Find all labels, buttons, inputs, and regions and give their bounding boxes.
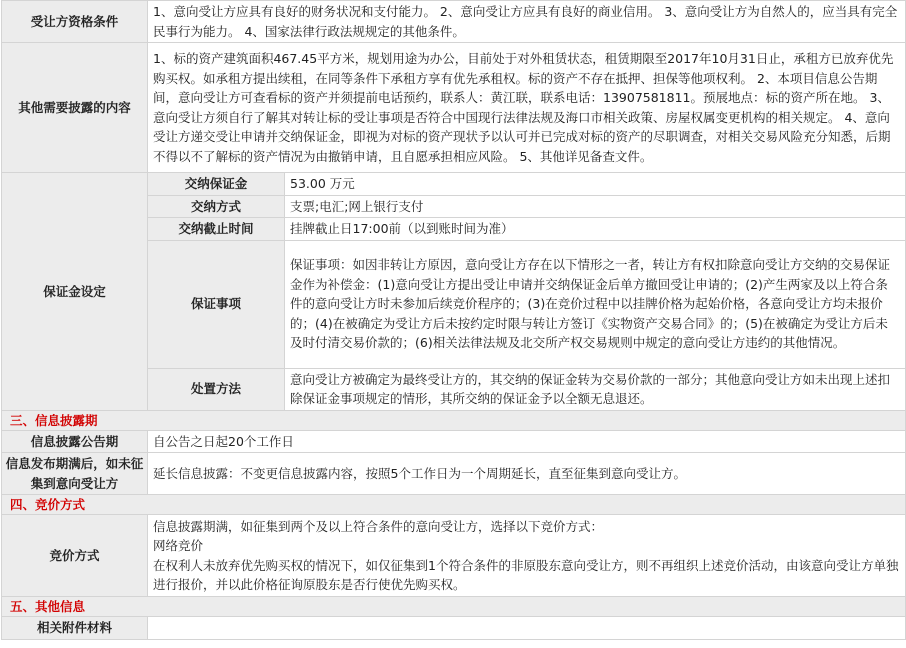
deposit-amount-label: 交纳保证金 [148,173,285,196]
deposit-disposal-value: 意向受让方被确定为最终受让方的，其交纳的保证金转为交易价款的一部分；其他意向受让方如未出现上述扣除保证金事项规定的情形，其所交纳的保证金予以全额无息退还。 [285,368,906,410]
qualification-label: 受让方资格条件 [2,1,148,43]
deposit-method-label: 交纳方式 [148,195,285,218]
announce-period-label: 信息披露公告期 [2,430,148,453]
attachments-value [148,617,906,640]
deposit-deadline-value: 挂牌截止日17:00前（以到账时间为准） [285,218,906,241]
qualification-row [2,1,906,43]
section5-title: 五、其他信息 [2,597,906,617]
deposit-guarantee-value: 保证事项：如因非转让方原因，意向受让方存在以下情形之一者，转让方有权扣除意向受让方交纳的交易保证金作为补偿金：(1)意向受让方提出受让申请并交纳保证金后单方撤回受让申请的；(2)产生两家及以上符合条件的意向受让方时未参加后续竞价程序的；(3)在竞价过程中以挂牌价格为起始价格，各意向受让方均未报价的；(4)在被确定为受让方后未按约定时限与转让方签订《实物资产交易合同》的；(5)在被确定为受让方后未及时付清交易价款的；(6)相关法律法规及北交所产权交易规则中规定的意向受让方违约的其他情况。 [285,240,906,368]
bidding-row [2,515,906,597]
extend-value: 延长信息披露：不变更信息披露内容，按照5个工作日为一个周期延长，直至征集到意向受让方。 [148,453,906,495]
deposit-label: 保证金设定 [2,173,148,411]
section5-header-row [2,597,906,617]
bidding-value [148,515,906,597]
extend-label: 信息发布期满后，如未征集到意向受让方 [2,453,148,495]
section3-header-row [2,410,906,430]
qualification-value: 1、意向受让方应具有良好的财务状况和支付能力。 2、意向受让方应具有良好的商业信用。 3、意向受让方为自然人的，应当具有完全民事行为能力。 4、国家法律行政法规规定的其他条件。 [148,1,906,43]
deposit-deadline-label: 交纳截止时间 [148,218,285,241]
deposit-amount-value: 53.00 万元 [285,173,906,196]
deposit-method-value: 支票;电汇;网上银行支付 [285,195,906,218]
bidding-line-intro: 信息披露期满，如征集到两个及以上符合条件的意向受让方，选择以下竞价方式： [153,518,604,534]
announce-period-row [2,430,906,453]
bidding-line-exception: 在权利人未放弃优先购买权的情况下，如仅征集到1个符合条件的非原股东意向受让方，则不再组织上述竞价活动，由该意向受让方单独进行报价，并以此价格征询原股东是否行使优先购买权。 [153,557,899,592]
section4-header-row [2,495,906,515]
extend-row [2,453,906,495]
announce-period-value: 自公告之日起20个工作日 [148,430,906,453]
listing-info-table [1,0,906,640]
section4-title: 四、竞价方式 [2,495,906,515]
attachments-label: 相关附件材料 [2,617,148,640]
bidding-label: 竞价方式 [2,515,148,597]
disclosure-label: 其他需要披露的内容 [2,43,148,173]
attachments-row [2,617,906,640]
section3-title: 三、信息披露期 [2,410,906,430]
bidding-line-method: 网络竞价 [153,538,204,553]
disclosure-value: 1、标的资产建筑面积467.45平方米，规划用途为办公，目前处于对外租赁状态，租赁期限至2017年10月31日止，承租方已放弃优先购买权。如承租方提出续租，在同等条件下承租方享有优先承租权。标的资产不存在抵押、担保等他项权利。 2、本项目信息公告期间，意向受让方可查看标的资产并须提前电话预约，联系人：黄江联，联系电话：13907581811。预展地点：标的资产所在地。 3、意向受让方须自行了解其对转让标的受让事项是否符合中国现行法律法规及海口市相关政策、房屋权属变更机构的相关规定。 4、意向受让方递交受让申请并交纳保证金，即视为对标的资产现状予以认可并已完成对标的资产的尽职调查，对相关交易风险充分知悉，后期不得以不了解标的资产情况为由撤销申请，且自愿承担相应风险。 5、其他详见备查文件。 [148,43,906,173]
deposit-guarantee-label: 保证事项 [148,240,285,368]
deposit-disposal-label: 处置方法 [148,368,285,410]
deposit-amount-row [2,173,906,196]
disclosure-row [2,43,906,173]
